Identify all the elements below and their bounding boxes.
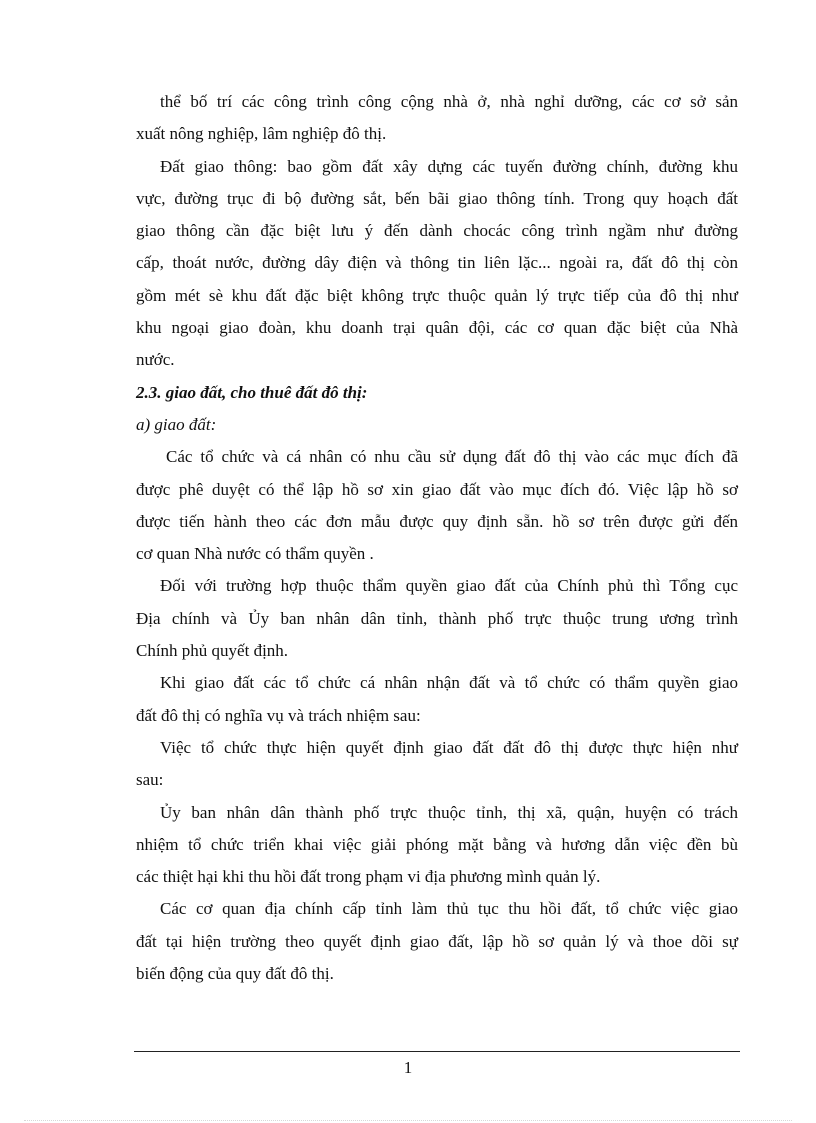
text-line: Ủy ban nhân dân thành phố trực thuộc tỉnh, thị xã, quận, huyện có trách (160, 802, 738, 822)
text-line: giao thông cần đặc biệt lưu ý đến dành chocác công trình ngầm như đường (136, 221, 738, 241)
text-line: Khi giao đất các tổ chức cá nhân nhận đất và tổ chức có thẩm quyền giao (160, 673, 738, 693)
text-line: Các cơ quan địa chính cấp tỉnh làm thủ tục thu hồi đất, tổ chức việc giao (160, 899, 738, 919)
text-line: đất đô thị có nghĩa vụ và trách nhiệm sau: (136, 705, 421, 725)
section-heading: 2.3. giao đất, cho thuê đất đô thị: (136, 382, 368, 402)
text-line: được tiến hành theo các đơn mẫu được quy định sẵn. hồ sơ trên được gửi đến (136, 511, 738, 531)
text-line: vực, đường trục đi bộ đường sắt, bến bãi giao thông tính. Trong quy hoạch đất (136, 188, 738, 208)
text-line: sau: (136, 770, 164, 790)
text-line: đất tại hiện trường theo quyết định giao đất, lập hồ sơ quản lý và thoe dõi sự (136, 931, 738, 951)
text-line: Đối với trường hợp thuộc thẩm quyền giao đất của Chính phủ thì Tổng cục (160, 576, 738, 596)
text-line: cấp, thoát nước, đường dây điện và thông tin liên lặc... ngoài ra, đất đô thị còn (136, 253, 738, 273)
text-line: Việc tổ chức thực hiện quyết định giao đất đất đô thị được thực hiện như (160, 737, 738, 757)
text-line: nhiệm tổ chức triển khai việc giải phóng mặt bằng và hương dẫn việc đền bù (136, 834, 738, 854)
text-line: gồm mét sè khu đất đặc biệt không trực thuộc quản lý trực tiếp của đô thị như (136, 285, 738, 305)
footer-divider (134, 1051, 740, 1052)
text-line: Chính phủ quyết định. (136, 641, 289, 661)
text-line: nước. (136, 350, 175, 370)
body-text (136, 86, 738, 990)
text-line: Các tổ chức và cá nhân có nhu cầu sử dụng đất đô thị vào các mục đích đã (166, 447, 738, 467)
text-line: được phê duyệt có thể lập hồ sơ xin giao đất vào mục đích đó. Việc lập hồ sơ (136, 479, 738, 499)
subsection-heading: a) giao đất: (136, 414, 217, 434)
text-line: Đất giao thông: bao gồm đất xây dựng các tuyến đường chính, đường khu (160, 156, 738, 176)
text-line: xuất nông nghiệp, lâm nghiệp đô thị. (136, 124, 387, 144)
text-line: Địa chính và Ủy ban nhân dân tỉnh, thành phố trực thuộc trung ương trình (136, 608, 738, 628)
page-bottom-border (24, 1120, 792, 1121)
text-line: thể bố trí các công trình công cộng nhà ở, nhà nghỉ dưỡng, các cơ sở sản (160, 92, 738, 111)
text-line: các thiệt hại khi thu hồi đất trong phạm vi địa phương mình quản lý. (136, 867, 601, 887)
text-line: khu ngoại giao đoàn, khu doanh trại quân đội, các cơ quan đặc biệt của Nhà (136, 318, 738, 338)
text-line: biến động của quy đất đô thị. (136, 964, 334, 984)
page-number: 1 (403, 1058, 413, 1077)
text-line: cơ quan Nhà nước có thẩm quyền . (136, 544, 374, 564)
